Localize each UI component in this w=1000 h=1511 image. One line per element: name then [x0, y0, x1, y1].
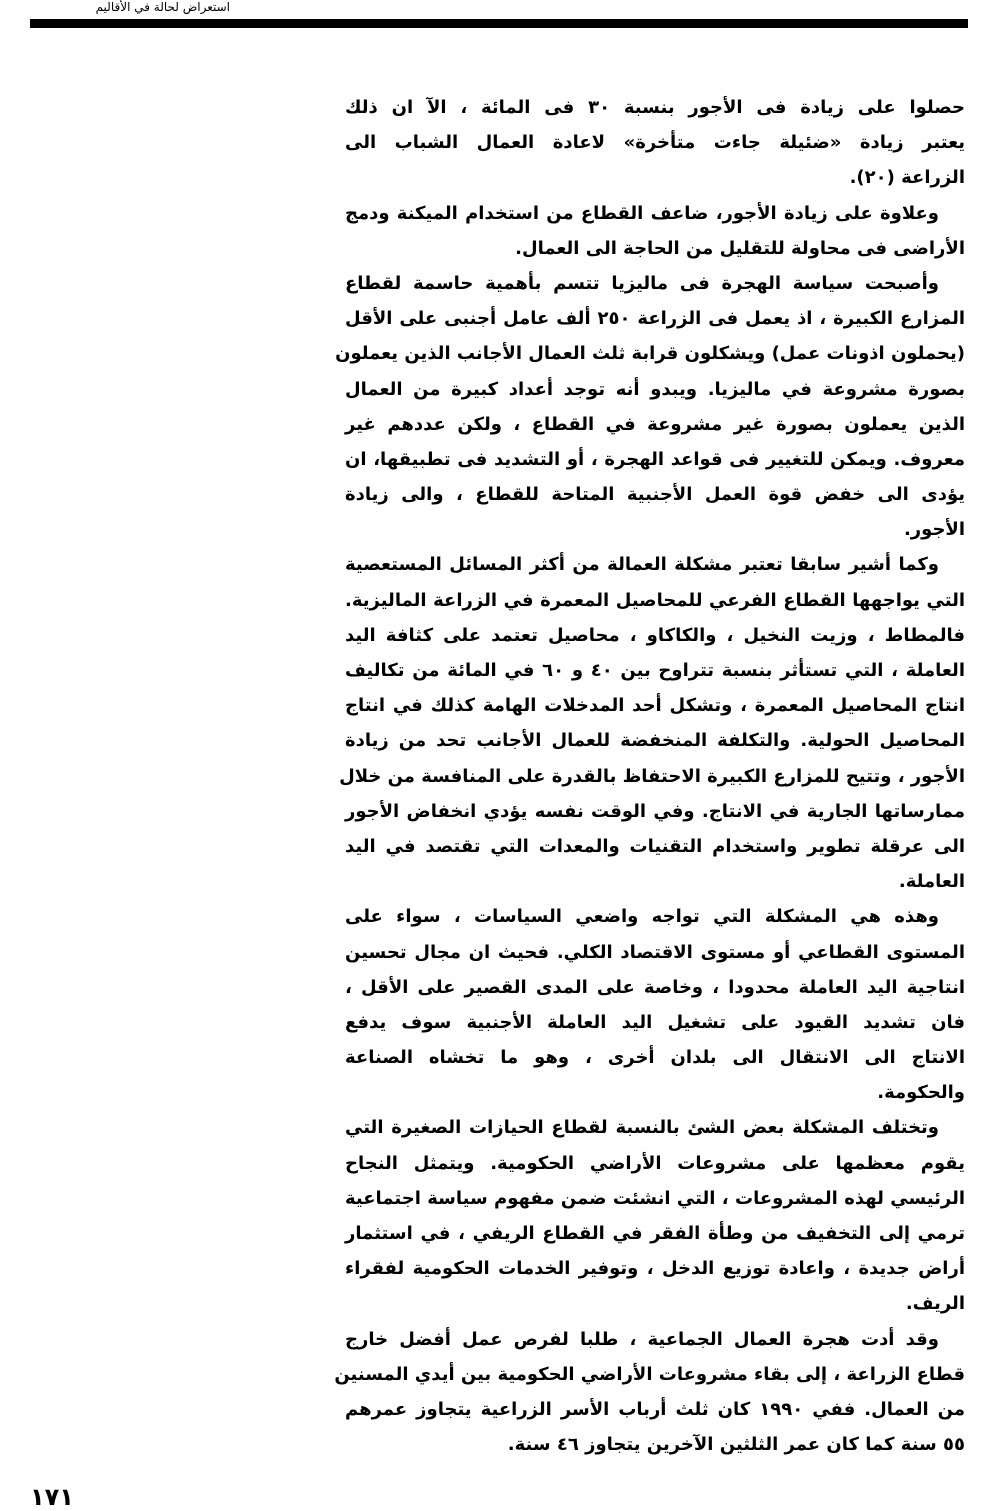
- text-line: الريف.: [905, 1293, 965, 1315]
- text-line: الأجور.: [903, 519, 965, 541]
- text-line: ممارساتها الجارية في الانتاج. وفي الوقت نفسه يؤدي انخفاض الأجور: [345, 800, 965, 822]
- text-line: حصلوا على زيادة فى الأجور بنسبة ٣٠ فى المائة ، الآ ان ذلك: [345, 97, 965, 118]
- paragraph: [345, 90, 965, 196]
- paragraph: [345, 899, 965, 1110]
- header-rule: [30, 19, 968, 28]
- text-line: وهذه هي المشكلة التي تواجه واضعي السياسات ، سواء على: [345, 906, 939, 928]
- text-line: وعلاوة على زيادة الأجور، ضاعف القطاع من استخدام الميكنة ودمج: [345, 202, 939, 224]
- paragraph: [335, 266, 965, 548]
- text-line: التي يواجهها القطاع الفرعي للمحاصيل المعمرة في الزراعة الماليزية.: [345, 589, 965, 611]
- paragraph: [345, 1110, 965, 1321]
- text-line: الزراعة (٢٠).: [849, 167, 965, 189]
- text-line: وأصبحت سياسة الهجرة فى ماليزيا تتسم بأهمية حاسمة لقطاع: [345, 272, 939, 294]
- text-line: (يحملون اذونات عمل) ويشكلون قرابة ثلث العمال الأجانب الذين يعملون: [335, 343, 965, 365]
- text-line: فان تشديد القيود على تشغيل اليد العاملة الأجنبية سوف يدفع: [345, 1011, 965, 1033]
- text-line: انتاجية اليد العاملة محدودا ، وخاصة على المدى القصير على الأقل ،: [345, 976, 965, 998]
- text-line: المزارع الكبيرة ، اذ يعمل فى الزراعة ٢٥٠ ألف عامل أجنبى على الأقل: [345, 308, 965, 330]
- text-line: المحاصيل الحولية. والتكلفة المنخفضة للعمال الأجانب تحد من زيادة: [345, 730, 965, 752]
- text-line: يقوم معظمها على مشروعات الأراضي الحكومية. ويتمثل النجاح: [345, 1152, 965, 1174]
- text-line: معروف. ويمكن للتغيير فى قواعد الهجرة ، أو التشديد فى تطبيقها، ان: [345, 448, 965, 470]
- text-line: وتختلف المشكلة بعض الشئ بالنسبة لقطاع الحيازات الصغيرة التي: [345, 1117, 939, 1139]
- text-line: فالمطاط ، وزيت النخيل ، والكاكاو ، محاصيل تعتمد على كثافة اليد: [345, 624, 965, 646]
- text-line: الذين يعملون بصورة غير مشروعة في القطاع ، ولكن عددهم غير: [345, 413, 965, 435]
- paragraph: [339, 547, 965, 899]
- running-head: استعراض لحالة في الأقاليم: [95, 0, 230, 14]
- text-line: ترمي إلى التخفيف من وطأة الفقر في القطاع الريفي ، في استثمار: [345, 1223, 965, 1244]
- text-line: يؤدى الى خفض قوة العمل الأجنبية المتاحة للقطاع ، والى زيادة: [345, 484, 965, 506]
- text-line: أراض جديدة ، واعادة توزيع الدخل ، وتوفير الخدمات الحكومية لفقراء: [345, 1258, 965, 1280]
- text-line: بصورة مشروعة في ماليزيا. ويبدو أنه توجد أعداد كبيرة من العمال: [345, 378, 965, 400]
- paragraph: [345, 196, 965, 266]
- text-line: الرئيسي لهذه المشروعات ، التي انشئت ضمن مفهوم سياسة اجتماعية: [345, 1187, 965, 1209]
- text-line: يعتبر زيادة «ضئيلة جاءت متأخرة» لاعادة العمال الشباب الى: [345, 132, 965, 154]
- text-line: الانتاج الى الانتقال الى بلدان أخرى ، وهو ما تخشاه الصناعة: [345, 1047, 965, 1069]
- page-number: ١٧١: [30, 1483, 74, 1511]
- text-line: الى عرقلة تطوير واستخدام التقنيات والمعدات التي تقتصد في اليد: [345, 835, 965, 857]
- text-line: انتاج المحاصيل المعمرة ، وتشكل أحد المدخلات الهامة كذلك في انتاج: [345, 695, 965, 717]
- text-line: الأراضى فى محاولة للتقليل من الحاجة الى العمال.: [515, 237, 965, 259]
- paragraph: [334, 1322, 965, 1463]
- text-line: الأجور ، وتتيح للمزارع الكبيرة الاحتفاظ بالقدرة على المنافسة من خلال: [339, 765, 965, 787]
- text-line: من العمال. ففي ١٩٩٠ كان ثلث أرباب الأسر الزراعية يتجاوز عمرهم: [345, 1398, 965, 1420]
- text-line: قطاع الزراعة ، إلى بقاء مشروعات الأراضي الحكومية بين أيدي المسنين: [334, 1363, 965, 1385]
- text-line: ٥٥ سنة كما كان عمر الثلثين الآخرين يتجاوز ٤٦ سنة.: [507, 1434, 965, 1456]
- text-line: وقد أدت هجرة العمال الجماعية ، طلبا لفرص عمل أفضل خارج: [345, 1328, 939, 1350]
- text-line: وكما أشير سابقا تعتبر مشكلة العمالة من أكثر المسائل المستعصية: [345, 554, 939, 576]
- body-text: [334, 90, 965, 1462]
- text-line: المستوى القطاعي أو مستوى الاقتصاد الكلي. فحيث ان مجال تحسين: [345, 941, 965, 963]
- text-line: العاملة.: [898, 871, 965, 893]
- text-line: العاملة ، التي تستأثر بنسبة تتراوح بين ٤٠ و ٦٠ في المائة من تكاليف: [345, 660, 965, 681]
- text-line: والحكومة.: [877, 1082, 965, 1104]
